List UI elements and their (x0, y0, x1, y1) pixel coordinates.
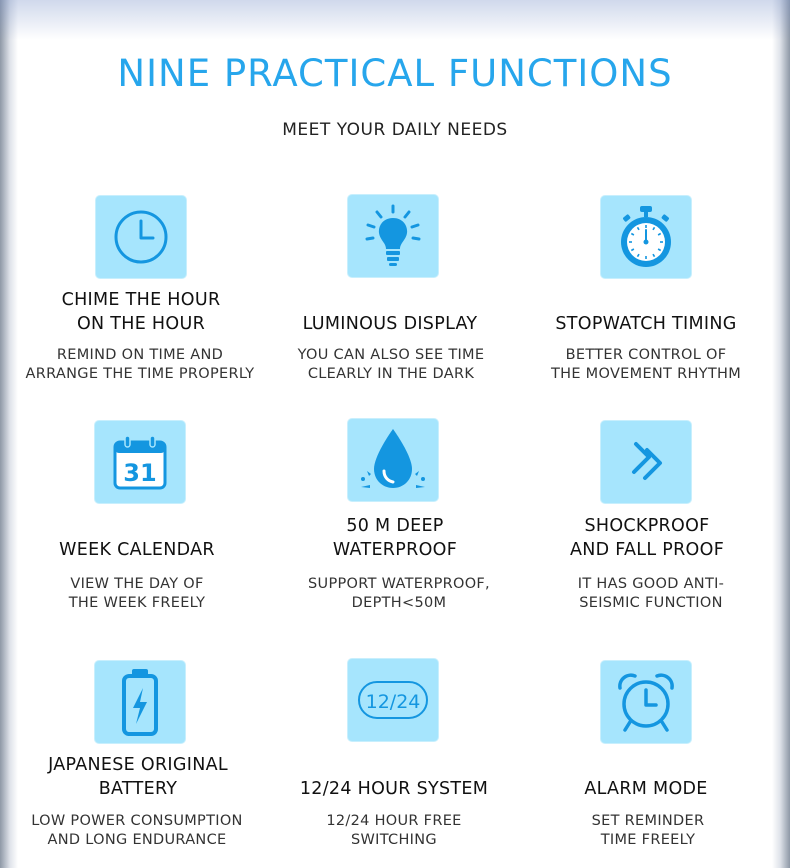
hour-format-label: 12/24 (365, 691, 421, 713)
feature-desc-stopwatch: BETTER CONTROL OF THE MOVEMENT RHYTHM (550, 347, 742, 382)
alarm-clock-icon (614, 670, 678, 734)
feature-tile-chime (95, 195, 187, 279)
feature-title-stopwatch: STOPWATCH TIMING (555, 314, 737, 334)
feature-title-shockproof: SHOCKPROOF AND FALL PROOF (569, 516, 725, 560)
feature-title-hour-system: 12/24 HOUR SYSTEM (299, 779, 489, 799)
light-bulb-icon (361, 203, 425, 269)
page-title: NINE PRACTICAL FUNCTIONS (117, 52, 673, 95)
feature-tile-shockproof (600, 420, 692, 504)
feature-desc-calendar: VIEW THE DAY OF THE WEEK FREELY (68, 576, 206, 611)
feature-desc-shockproof: IT HAS GOOD ANTI- SEISMIC FUNCTION (577, 576, 725, 611)
feature-title-battery: JAPANESE ORIGINAL BATTERY (48, 755, 228, 799)
feature-desc-alarm: SET REMINDER TIME FREELY (591, 813, 705, 848)
feature-title-chime: CHIME THE HOUR ON THE HOUR (61, 290, 221, 334)
page-subtitle: MEET YOUR DAILY NEEDS (282, 120, 508, 140)
feature-tile-calendar (94, 420, 186, 504)
feature-desc-waterproof: SUPPORT WATERPROOF, DEPTH<50M (308, 576, 490, 611)
feature-title-waterproof: 50 M DEEP WATERPROOF (332, 516, 458, 560)
feature-tile-luminous (347, 194, 439, 278)
hour-format-icon (355, 675, 431, 725)
feature-tile-waterproof (347, 418, 439, 502)
feature-title-luminous: LUMINOUS DISPLAY (302, 314, 478, 334)
shockproof-icon (616, 432, 676, 492)
feature-desc-battery: LOW POWER CONSUMPTION AND LONG ENDURANCE (31, 813, 243, 848)
feature-title-alarm: ALARM MODE (584, 779, 708, 799)
feature-tile-battery (94, 660, 186, 744)
battery-icon (115, 666, 165, 738)
water-drop-icon (357, 425, 429, 495)
top-glow (0, 0, 790, 40)
feature-tile-hour-system (347, 658, 439, 742)
feature-desc-hour-system: 12/24 HOUR FREE SWITCHING (326, 813, 462, 848)
feature-tile-stopwatch (600, 195, 692, 279)
clock-icon (111, 207, 171, 267)
feature-title-calendar: WEEK CALENDAR (59, 540, 215, 560)
feature-tile-alarm (600, 660, 692, 744)
calendar-day-number: 31 (123, 459, 157, 487)
stopwatch-icon (616, 204, 676, 270)
feature-desc-luminous: YOU CAN ALSO SEE TIME CLEARLY IN THE DARK (297, 347, 485, 382)
calendar-icon (110, 432, 170, 492)
feature-desc-chime: REMIND ON TIME AND ARRANGE THE TIME PROPERLY (25, 347, 255, 382)
